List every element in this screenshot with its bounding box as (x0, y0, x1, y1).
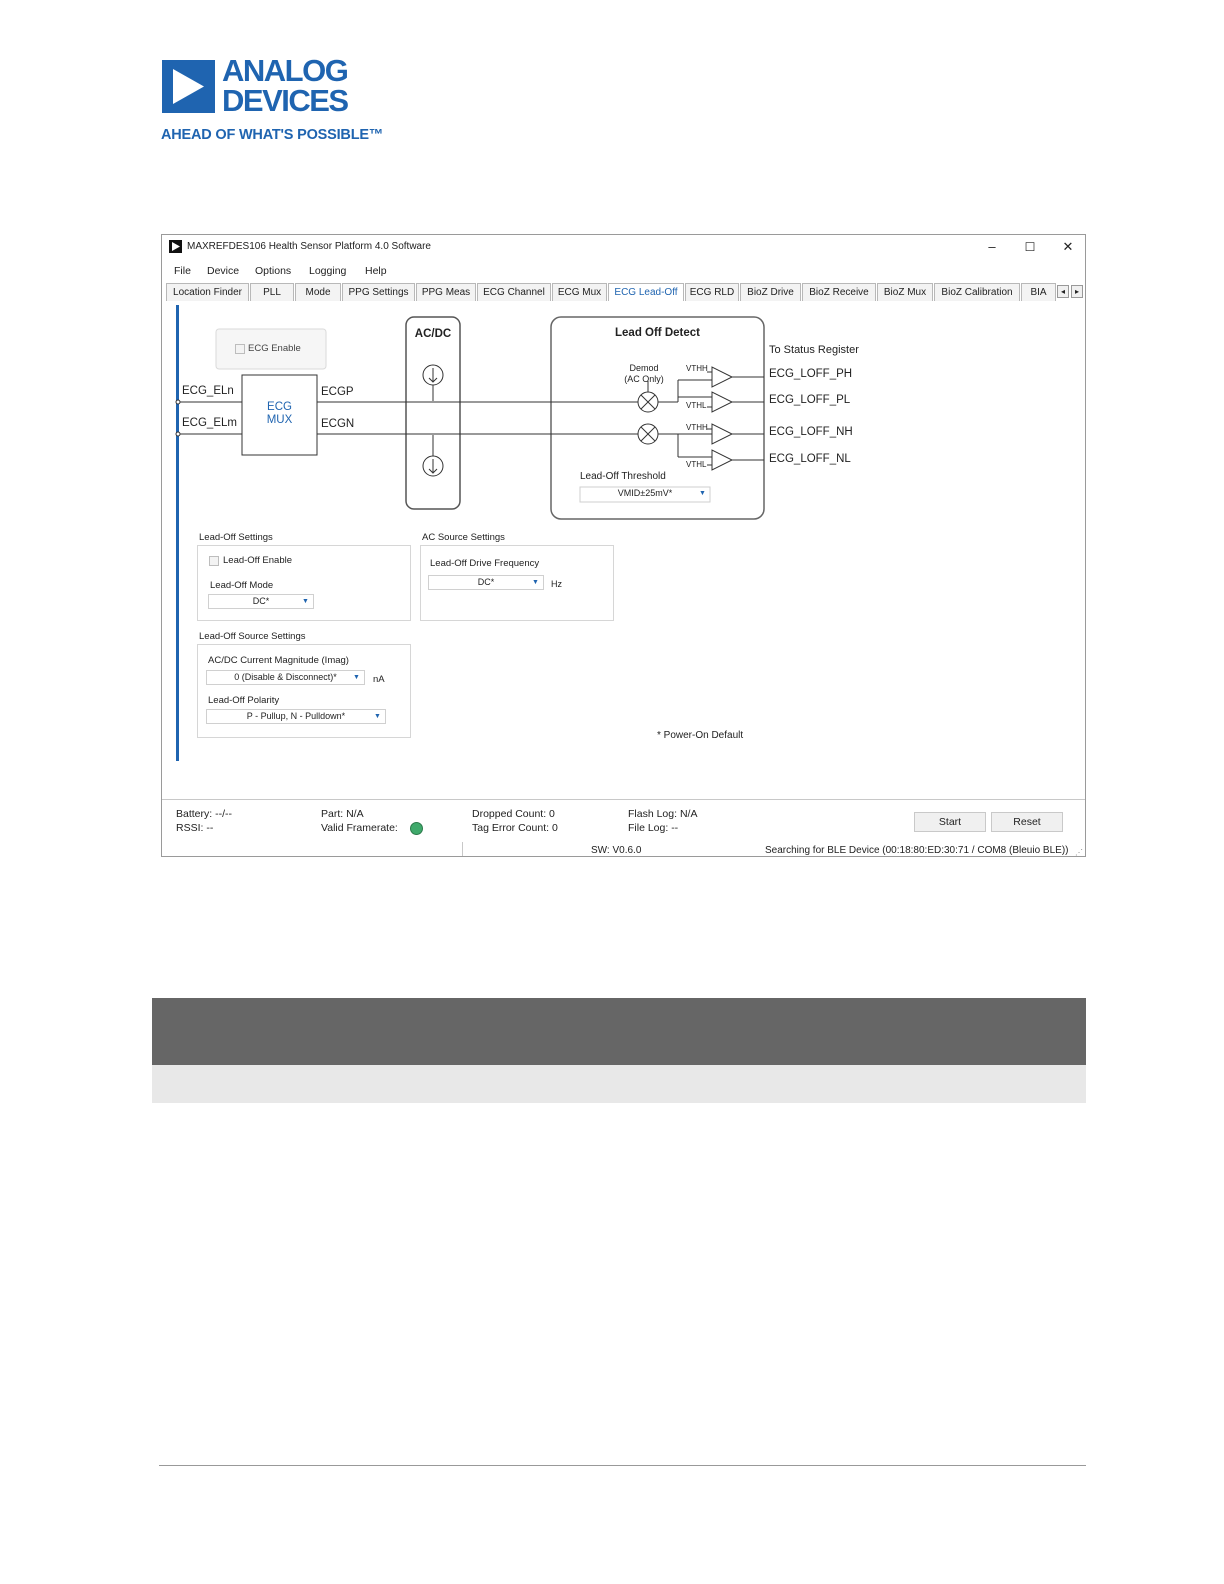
tab-bioz-drive[interactable]: BioZ Drive (740, 283, 801, 301)
chevron-down-icon: ▼ (699, 490, 706, 497)
tab-bioz-mux[interactable]: BioZ Mux (877, 283, 933, 301)
ecg-enable-label: ECG Enable (248, 343, 301, 354)
vthh-label-p: VTHH (686, 364, 708, 373)
section-subheader-bar (152, 1065, 1086, 1103)
brand-name (222, 53, 348, 118)
tag-error-count: Tag Error Count: 0 (472, 822, 558, 834)
close-icon[interactable]: ✕ (1062, 239, 1074, 254)
ecg-eln-label: ECG_ELn (182, 385, 234, 397)
lead-off-source-settings-group (197, 644, 411, 738)
tab-bioz-calibration[interactable]: BioZ Calibration (934, 283, 1020, 301)
ecg-enable-checkbox[interactable] (235, 344, 245, 354)
tab-bioz-receive[interactable]: BioZ Receive (802, 283, 876, 301)
app-window (161, 234, 1086, 857)
dropped-count: Dropped Count: 0 (472, 808, 555, 820)
polarity-value: P - Pullup, N - Pulldown* (246, 711, 346, 721)
analog-devices-logo-icon (162, 60, 215, 113)
brand-line-1: ANALOG (222, 53, 348, 88)
drive-frequency-unit: Hz (551, 579, 562, 589)
drive-frequency-label: Lead-Off Drive Frequency (430, 558, 540, 569)
output-ecg-loff-pl: ECG_LOFF_PL (769, 394, 851, 406)
mux-label (242, 401, 317, 427)
status-divider (462, 842, 463, 856)
threshold-value: VMID±25mV* (617, 488, 673, 498)
vthl-label-n: VTHL (686, 460, 707, 469)
to-status-register-label: To Status Register (769, 344, 859, 356)
menu-file[interactable]: File (174, 265, 191, 277)
software-version: SW: V0.6.0 (591, 845, 642, 856)
polarity-label: Lead-Off Polarity (208, 695, 280, 706)
lead-off-enable-checkbox[interactable] (209, 556, 219, 566)
ac-source-settings-title: AC Source Settings (422, 532, 505, 543)
chevron-down-icon: ▼ (353, 674, 360, 681)
acdc-source-box (406, 317, 460, 509)
tab-ecg-channel[interactable]: ECG Channel (477, 283, 551, 301)
threshold-select[interactable] (580, 487, 710, 502)
demod-label (614, 363, 674, 385)
tab-ecg-lead-off[interactable]: ECG Lead-Off (608, 283, 684, 301)
lead-off-enable-label: Lead-Off Enable (223, 555, 293, 566)
lead-off-detect-title: Lead Off Detect (615, 327, 700, 339)
chevron-down-icon: ▼ (532, 579, 539, 586)
menu-options[interactable]: Options (255, 265, 292, 277)
eln-node (176, 400, 180, 404)
footer-divider (159, 1465, 1086, 1466)
tab-ppg-meas[interactable]: PPG Meas (416, 283, 476, 301)
polarity-select[interactable] (206, 709, 386, 724)
maximize-icon[interactable]: ☐ (1024, 240, 1036, 254)
framerate-led-icon (410, 822, 423, 835)
tab-mode[interactable]: Mode (295, 283, 341, 301)
lead-off-source-settings-title: Lead-Off Source Settings (199, 631, 306, 642)
chevron-down-icon: ▼ (302, 598, 309, 605)
reset-button[interactable]: Reset (991, 812, 1063, 832)
output-ecg-loff-ph: ECG_LOFF_PH (769, 368, 853, 380)
tab-ppg-settings[interactable]: PPG Settings (342, 283, 415, 301)
section-header-bar (152, 998, 1086, 1065)
demod-label-line1: Demod (629, 363, 659, 373)
demod-label-line2: (AC Only) (624, 374, 664, 384)
acdc-label: AC/DC (414, 328, 452, 340)
menu-device[interactable]: Device (207, 265, 240, 277)
lead-off-mode-select[interactable] (208, 594, 314, 609)
minimize-icon[interactable]: – (988, 239, 996, 254)
part-status: Part: N/A (321, 808, 364, 820)
current-magnitude-select[interactable] (206, 670, 365, 685)
menu-logging[interactable]: Logging (309, 265, 347, 277)
lead-off-mode-value: DC* (252, 596, 270, 606)
power-on-default-note: * Power-On Default (657, 730, 744, 741)
menu-help[interactable]: Help (365, 265, 387, 277)
lead-off-settings-group (197, 545, 411, 621)
tab-scroll-left-icon[interactable]: ◂ (1057, 285, 1069, 298)
drive-frequency-select[interactable] (428, 575, 544, 590)
tab-ecg-rld[interactable]: ECG RLD (685, 283, 739, 301)
threshold-label: Lead-Off Threshold (580, 471, 666, 482)
window-title: MAXREFDES106 Health Sensor Platform 4.0 Software (187, 241, 431, 252)
resize-grip-icon[interactable]: ⋰ (1075, 848, 1083, 857)
rssi-status: RSSI: -- (176, 822, 214, 834)
tab-location-finder[interactable]: Location Finder (166, 283, 249, 301)
ecgp-label: ECGP (321, 386, 354, 398)
output-ecg-loff-nl: ECG_LOFF_NL (769, 453, 851, 465)
ecg-elm-label: ECG_ELm (182, 417, 237, 429)
current-magnitude-unit: nA (373, 674, 385, 685)
tab-pll[interactable]: PLL (250, 283, 294, 301)
status-bar (162, 799, 1085, 857)
elm-node (176, 432, 180, 436)
battery-status: Battery: --/-- (176, 808, 233, 820)
current-magnitude-value: 0 (Disable & Disconnect)* (234, 672, 337, 682)
brand-tagline: AHEAD OF WHAT'S POSSIBLE™ (161, 127, 384, 143)
tab-ecg-mux[interactable]: ECG Mux (552, 283, 607, 301)
mux-label-line2: MUX (266, 414, 293, 426)
chevron-down-icon: ▼ (374, 713, 381, 720)
file-log-status: File Log: -- (628, 822, 679, 834)
tab-scroll-right-icon[interactable]: ▸ (1071, 285, 1083, 298)
brand-line-2: DEVICES (222, 83, 348, 118)
tab-bia[interactable]: BIA (1021, 283, 1056, 301)
vthh-label-n: VTHH (686, 423, 708, 432)
current-magnitude-label: AC/DC Current Magnitude (Imag) (208, 655, 349, 666)
start-button[interactable]: Start (914, 812, 986, 832)
drive-frequency-value: DC* (477, 577, 495, 587)
ac-source-settings-group (420, 545, 614, 621)
flash-log-status: Flash Log: N/A (628, 808, 698, 820)
lead-off-settings-title: Lead-Off Settings (199, 532, 273, 543)
mux-label-line1: ECG (267, 401, 292, 413)
connection-status: Searching for BLE Device (00:18:80:ED:30:71 / COM8 (Bleuio BLE)) (765, 845, 1069, 856)
output-ecg-loff-nh: ECG_LOFF_NH (769, 426, 853, 438)
valid-framerate-label: Valid Framerate: (321, 822, 398, 834)
vthl-label-p: VTHL (686, 401, 707, 410)
ecgn-label: ECGN (321, 418, 355, 430)
lead-off-mode-label: Lead-Off Mode (210, 580, 274, 591)
